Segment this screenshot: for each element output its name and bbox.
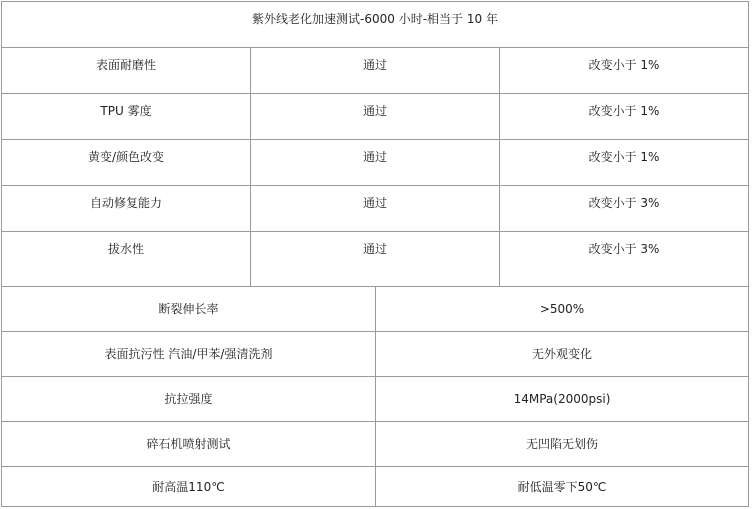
change-value: 改变小于 3% <box>588 196 660 210</box>
change-value: 改变小于 1% <box>588 104 660 118</box>
property-cell <box>1 185 251 232</box>
change-cell <box>499 47 749 94</box>
table-title-cell <box>1 1 749 48</box>
value-cell <box>375 286 749 332</box>
property-label: 断裂伸长率 <box>158 302 219 316</box>
spec-value: 耐低温零下50℃ <box>517 479 607 494</box>
property-cell <box>1 286 376 332</box>
change-cell <box>499 231 749 287</box>
property-label: 表面耐磨性 <box>95 58 156 72</box>
property-label: 拔水性 <box>107 242 144 256</box>
property-cell <box>1 421 376 467</box>
property-label: 抗拉强度 <box>164 392 213 406</box>
change-value: 改变小于 3% <box>588 242 660 256</box>
property-label: 耐高温110℃ <box>152 479 225 494</box>
value-cell <box>375 466 749 507</box>
result-value: 通过 <box>362 150 387 164</box>
spec-value: 无凹陷无划伤 <box>525 437 598 451</box>
property-label: 碎石机喷射测试 <box>146 437 231 451</box>
change-cell <box>499 93 749 140</box>
property-label: 黄变/颜色改变 <box>87 150 165 164</box>
change-value: 改变小于 1% <box>588 58 660 72</box>
property-label: TPU 雾度 <box>100 104 152 118</box>
result-cell <box>250 47 500 94</box>
property-label: 表面抗污性 汽油/甲苯/强清洗剂 <box>104 347 273 361</box>
value-cell <box>375 421 749 467</box>
value-cell <box>375 376 749 422</box>
property-cell <box>1 231 251 287</box>
table-title: 紫外线老化加速测试-6000 小时-相当于 10 年 <box>252 12 498 26</box>
specification-table <box>1 1 749 507</box>
change-value: 改变小于 1% <box>588 150 660 164</box>
property-cell <box>1 93 251 140</box>
spec-value: >500% <box>539 302 585 316</box>
result-cell <box>250 185 500 232</box>
spec-value: 14MPa(2000psi) <box>513 392 611 406</box>
spec-value: 无外观变化 <box>531 347 592 361</box>
result-cell <box>250 93 500 140</box>
value-cell <box>375 331 749 377</box>
result-cell <box>250 231 500 287</box>
result-value: 通过 <box>362 104 387 118</box>
property-cell <box>1 331 376 377</box>
property-label: 自动修复能力 <box>89 196 162 210</box>
result-value: 通过 <box>362 58 387 72</box>
property-cell <box>1 47 251 94</box>
property-cell <box>1 139 251 186</box>
result-value: 通过 <box>362 196 387 210</box>
change-cell <box>499 139 749 186</box>
property-cell <box>1 466 376 507</box>
result-cell <box>250 139 500 186</box>
result-value: 通过 <box>362 242 387 256</box>
change-cell <box>499 185 749 232</box>
property-cell <box>1 376 376 422</box>
